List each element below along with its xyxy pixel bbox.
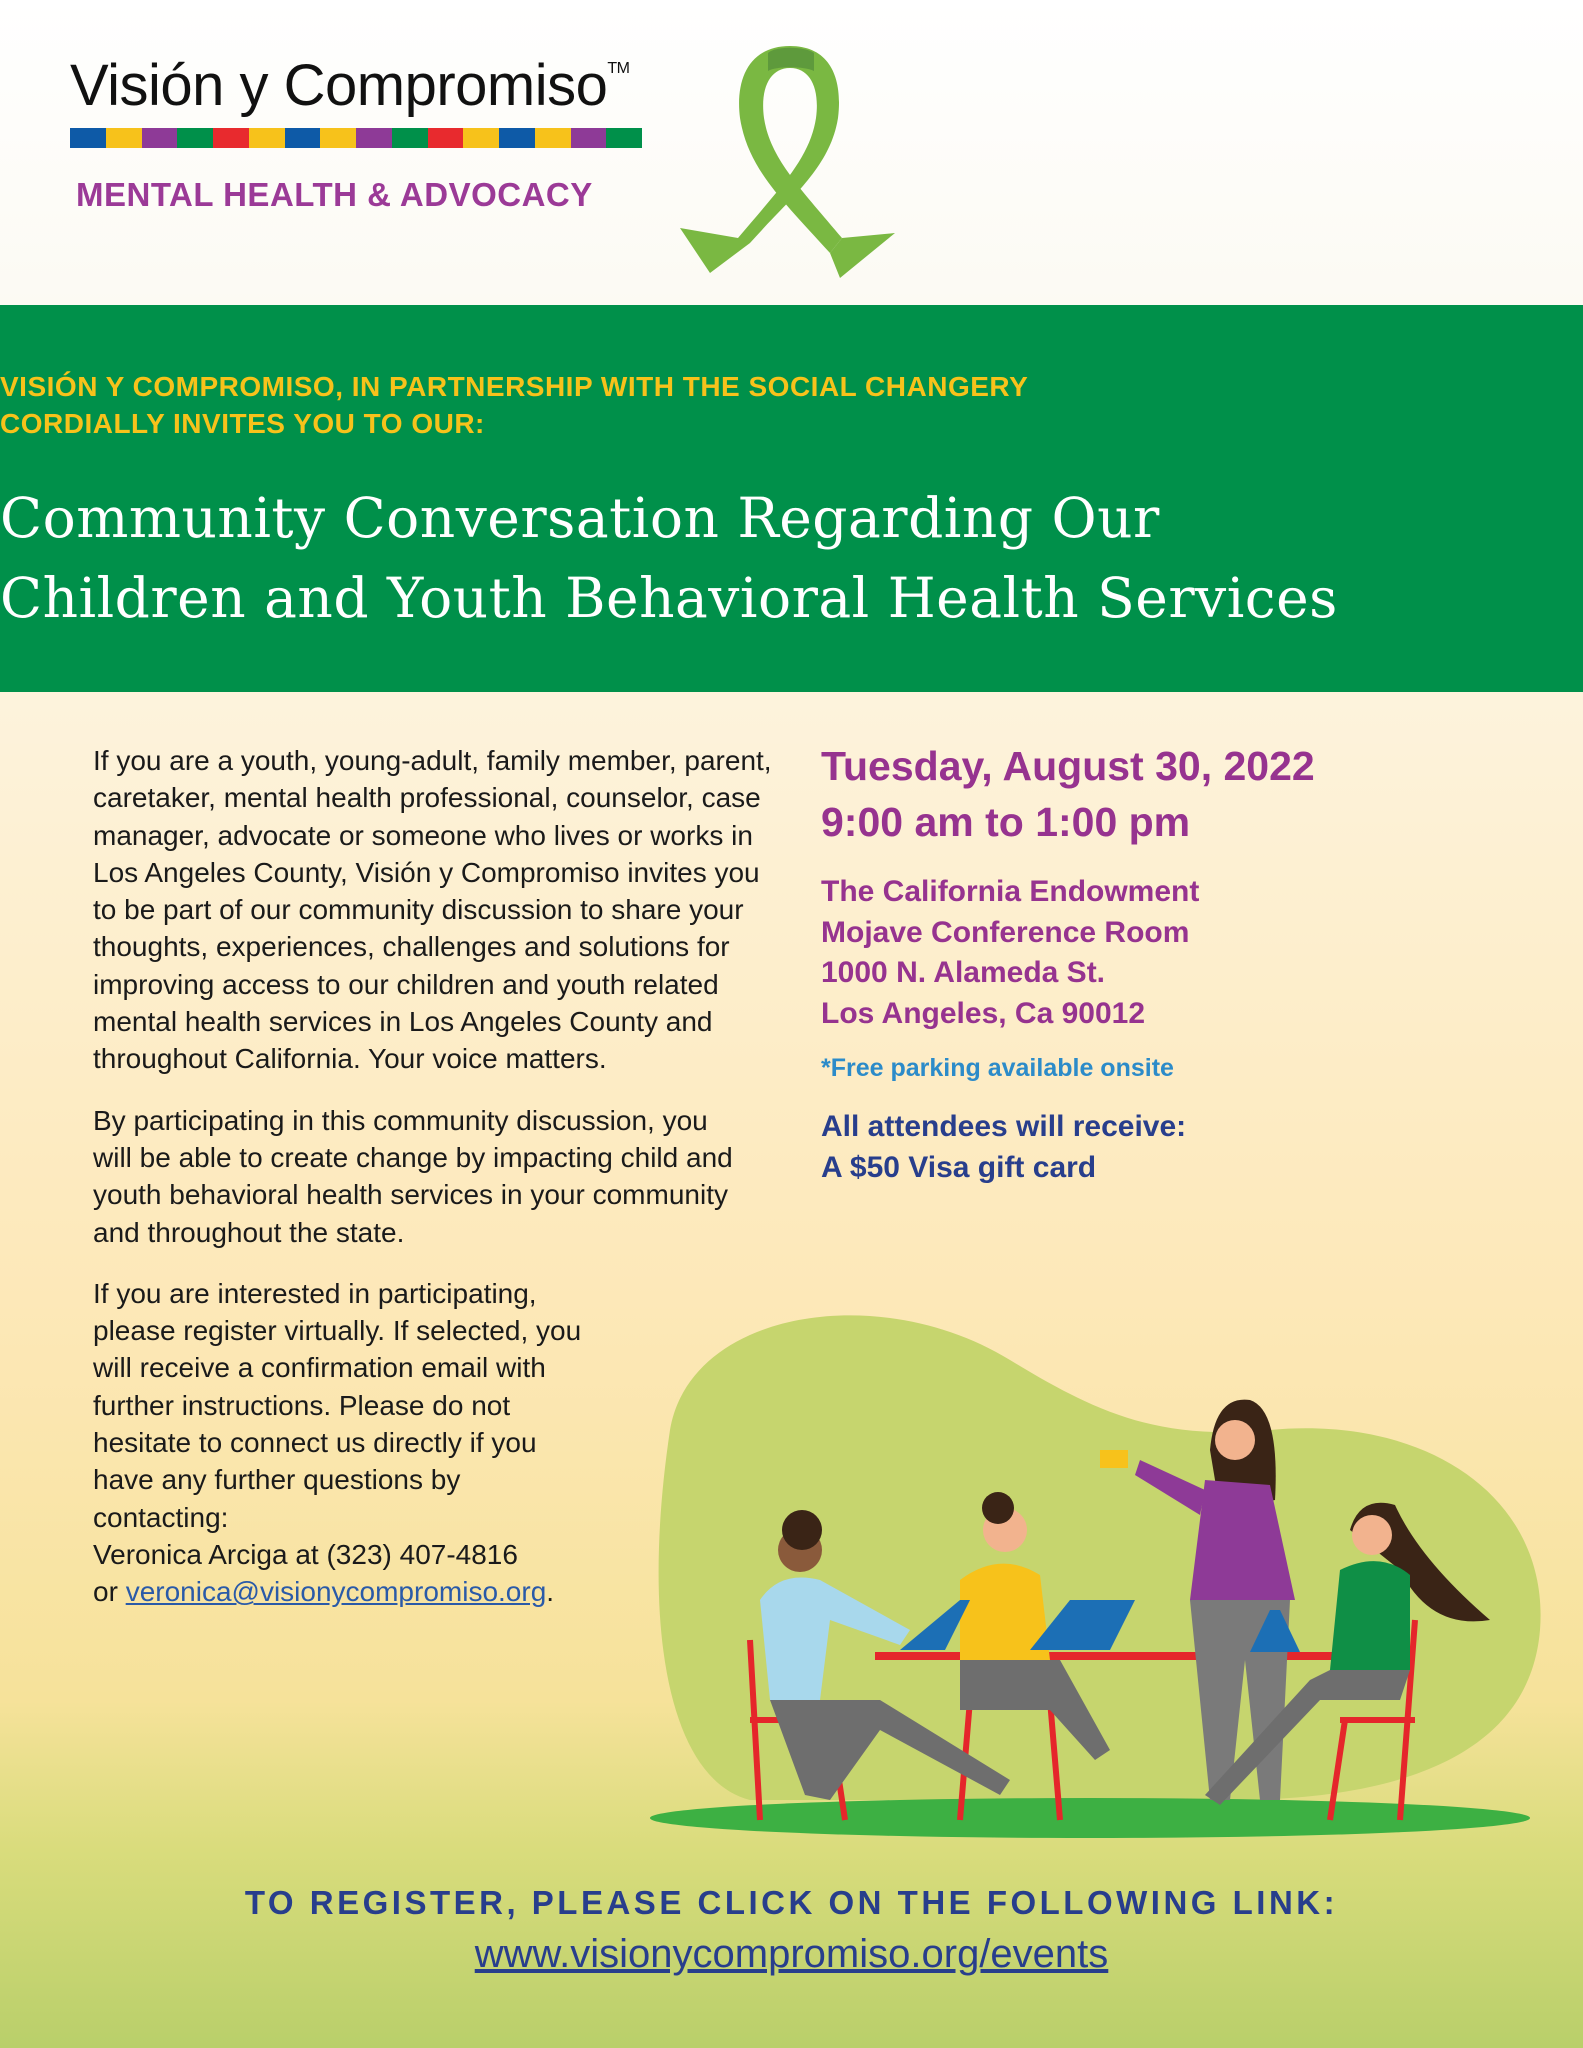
event-time: 9:00 am to 1:00 pm — [821, 799, 1191, 845]
pattern-block — [106, 128, 142, 148]
pattern-block — [249, 128, 285, 148]
gift-line: A $50 Visa gift card — [821, 1150, 1097, 1184]
contact-or: or — [93, 1576, 126, 1608]
trademark: TM — [607, 60, 630, 77]
email-link[interactable]: veronica@visionycompromiso.org — [125, 1576, 547, 1608]
tagline: MENTAL HEALTH & ADVOCACY — [76, 176, 593, 213]
contact-text: If you are interested in participating, please register virtually. If selected, you will receive a confirmation email with further instructions. Please do not hesitate to connect us directly if you have any further questions by contacting: — [93, 1277, 582, 1533]
gift-note — [821, 1107, 1461, 1188]
parking-note: *Free parking available onsite — [821, 1054, 1174, 1082]
event-title-line: Community Conversation Regarding Our — [0, 486, 1160, 550]
pattern-block — [428, 128, 464, 148]
city: Los Angeles, Ca 90012 — [821, 996, 1146, 1030]
pattern-block — [392, 128, 428, 148]
pattern-block — [70, 128, 106, 148]
event-title-line: Children and Youth Behavioral Health Services — [0, 566, 1338, 630]
pattern-block — [213, 128, 249, 148]
register-link[interactable]: www.visionycompromiso.org/events — [474, 1932, 1109, 1976]
pattern-block — [356, 128, 392, 148]
gift-line: All attendees will receive: — [821, 1110, 1187, 1143]
event-details — [821, 738, 1461, 1188]
pattern-block — [285, 128, 321, 148]
register-url — [0, 1932, 1583, 1977]
contact-paragraph — [93, 1275, 598, 1611]
street: 1000 N. Alameda St. — [821, 956, 1106, 989]
logo-name: Visión y Compromiso — [70, 53, 608, 118]
room: Mojave Conference Room — [821, 915, 1190, 949]
event-datetime — [821, 738, 1461, 850]
pattern-block — [463, 128, 499, 148]
green-ribbon-icon — [680, 38, 900, 278]
pattern-block — [499, 128, 535, 148]
period: . — [546, 1576, 555, 1608]
meeting-illustration — [630, 1300, 1560, 1860]
pattern-block — [320, 128, 356, 148]
pattern-block — [606, 128, 642, 148]
header — [0, 0, 1583, 305]
logo-pattern-strip — [70, 128, 642, 148]
pattern-block — [142, 128, 178, 148]
invitation-line: CORDIALLY INVITES YOU TO OUR: — [0, 408, 485, 439]
invitation-text — [0, 368, 1583, 442]
logo — [70, 52, 630, 119]
description-paragraph: If you are a youth, young-adult, family member, parent, caretaker, mental health professional, counselor, case manager, advocate or someone who lives or works in Los Angeles County, Visión y Compromiso invites you to be part of our community discussion to share your thoughts, experiences, challenges and solutions for improving access to our children and youth related mental health services in Los Angeles County and throughout California. Your voice matters. — [93, 745, 772, 1075]
event-address — [821, 872, 1461, 1034]
contact-phone: Veronica Arciga at (323) 407-4816 — [93, 1538, 518, 1570]
venue: The California Endowment — [821, 875, 1200, 908]
event-date: Tuesday, August 30, 2022 — [821, 743, 1315, 789]
invitation-line: VISIÓN Y COMPROMISO, IN PARTNERSHIP WITH THE SOCIAL CHANGERY — [0, 371, 1029, 402]
pattern-block — [571, 128, 607, 148]
pattern-block — [177, 128, 213, 148]
pattern-block — [535, 128, 571, 148]
event-title — [0, 478, 1583, 638]
register-prompt: TO REGISTER, PLEASE CLICK ON THE FOLLOWING LINK: — [244, 1884, 1339, 1921]
description-paragraph: By participating in this community discussion, you will be able to create change by impacting child and youth behavioral health services in your community and throughout the state. — [93, 1104, 733, 1248]
